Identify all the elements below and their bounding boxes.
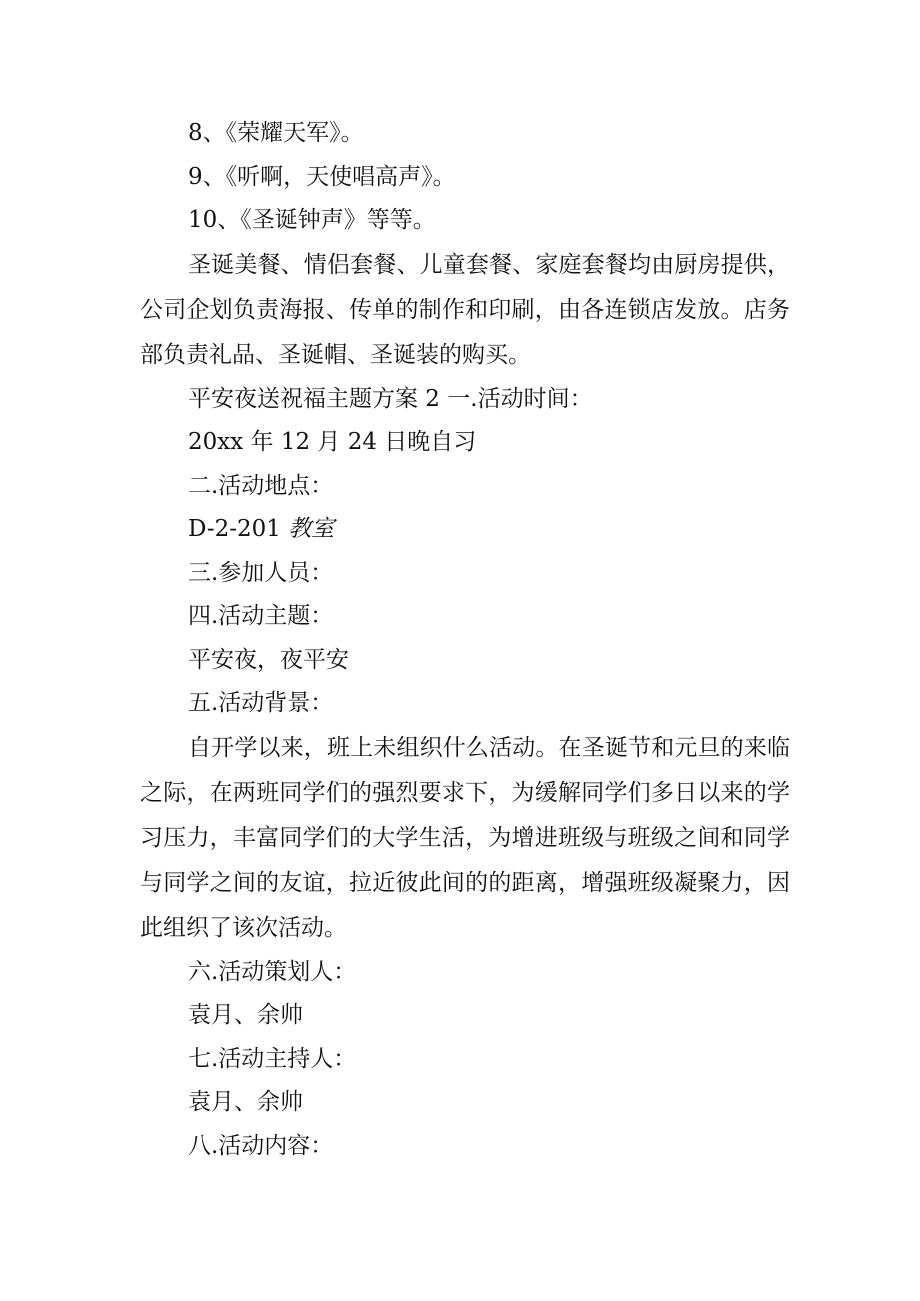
location-room: 教室 xyxy=(288,516,335,542)
planner-names: 袁月、余帅 xyxy=(188,1002,303,1028)
location-code: D-2-201 xyxy=(188,516,281,542)
background-paragraph: 自开学以来，班上未组织什么活动。在圣诞节和元旦的来临之际，在两班同学们的强烈要求下，为缓解同学们多日以来的学习压力，丰富同学们的大学生活，为增进班级与班级之间和同学与同学之间的友谊，拉近彼此间的的距离，增强班级凝聚力，因此组织了该次活动。 xyxy=(140,734,790,941)
location-value xyxy=(140,508,790,552)
location-heading: 二.活动地点： xyxy=(188,472,334,499)
song-list-item: 10、《圣诞钟声》等等。 xyxy=(188,207,436,233)
content-heading: 八.活动内容： xyxy=(188,1132,334,1159)
activity-time: 20xx 年 12 月 24 日晚自习 xyxy=(188,429,477,455)
document-body xyxy=(140,112,790,1168)
theme-value: 平安夜，夜平安 xyxy=(188,646,349,673)
theme-heading: 四.活动主题： xyxy=(188,603,334,629)
background-heading: 五.活动背景： xyxy=(188,690,334,716)
meal-paragraph: 圣诞美餐、情侣套餐、儿童套餐、家庭套餐均由厨房提供，公司企划负责海报、传单的制作和印刷，由各连锁店发放。店务部负责礼品、圣诞帽、圣诞装的购买。 xyxy=(140,251,790,368)
participants-heading: 三.参加人员： xyxy=(188,559,334,586)
plan-heading: 平安夜送祝福主题方案 2 一.活动时间： xyxy=(188,385,593,412)
host-heading: 七.活动主持人： xyxy=(188,1045,357,1072)
host-names: 袁月、余帅 xyxy=(188,1089,303,1115)
planner-heading: 六.活动策划人： xyxy=(188,958,357,985)
song-list-item: 8、《荣耀天军》。 xyxy=(188,120,364,146)
song-list-item: 9、《听啊，天使唱高声》。 xyxy=(188,163,456,190)
